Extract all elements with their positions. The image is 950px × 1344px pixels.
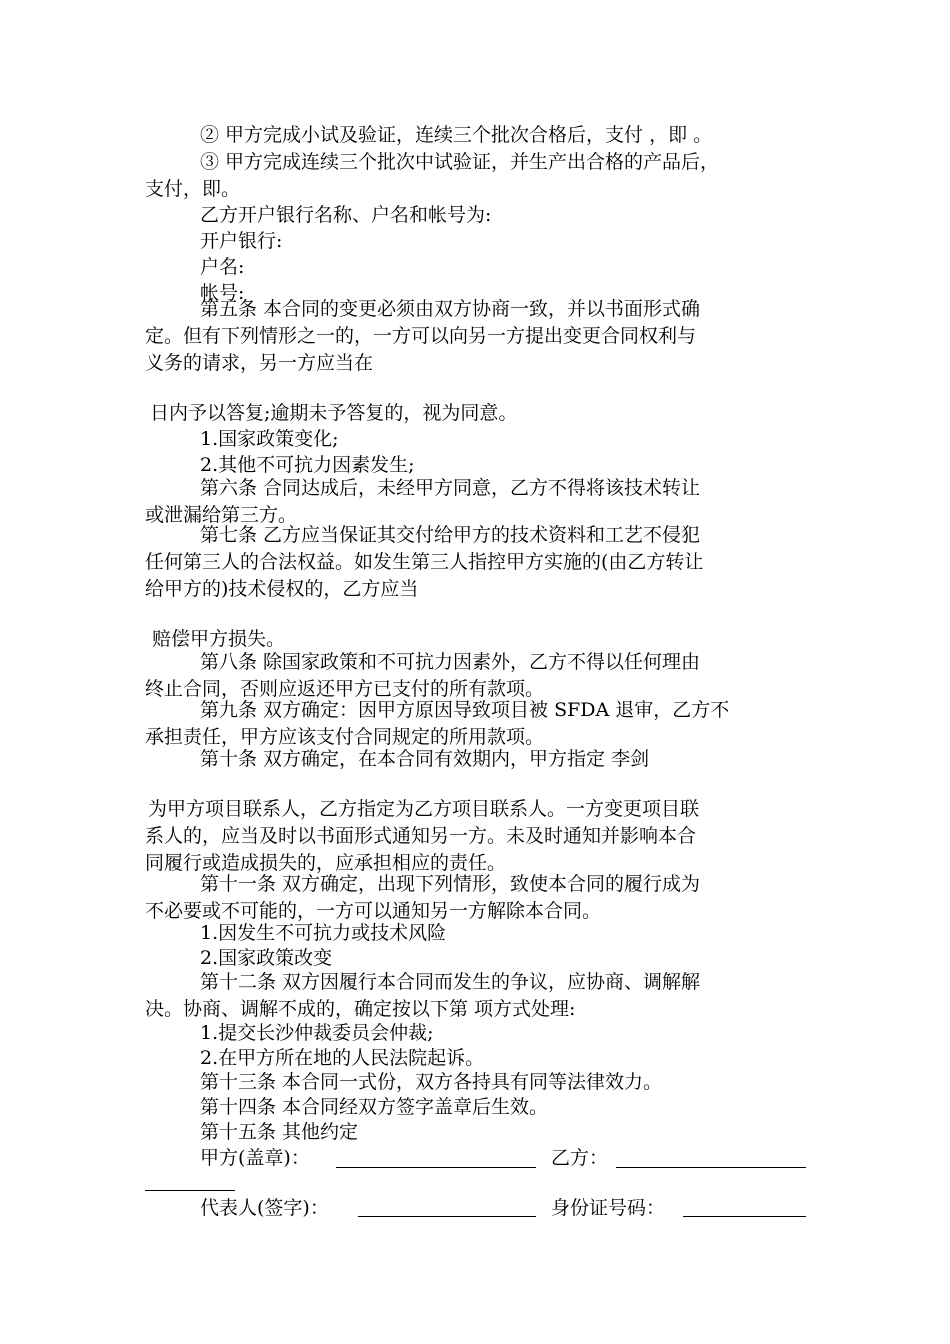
article-5-item-1: 1.国家政策变化; xyxy=(200,428,339,450)
article-12-line-1: 第十二条 双方因履行本合同而发生的争议，应协商、调解解 xyxy=(200,971,701,993)
article-7-line-1: 第七条 乙方应当保证其交付给甲方的技术资料和工艺不侵犯 xyxy=(200,524,701,546)
article-12-line-2: 决。协商、调解不成的，确定按以下第 项方式处理: xyxy=(145,998,576,1020)
article-10-line-1: 第十条 双方确定，在本合同有效期内，甲方指定 李剑 xyxy=(200,748,650,770)
representative-signature-field[interactable] xyxy=(358,1216,536,1217)
account-name-label: 户名: xyxy=(200,256,245,278)
article-12-item-1: 1.提交长沙仲裁委员会仲裁; xyxy=(200,1022,434,1044)
article-7-line-4: 赔偿甲方损失。 xyxy=(152,628,286,650)
article-12-item-2: 2.在甲方所在地的人民法院起诉。 xyxy=(200,1047,485,1069)
article-7-line-3: 给甲方的)技术侵权的，乙方应当 xyxy=(145,578,419,600)
article-14: 第十四条 本合同经双方签字盖章后生效。 xyxy=(200,1096,549,1118)
party-b-label: 乙方： xyxy=(551,1147,609,1169)
article-11-line-1: 第十一条 双方确定，出现下列情形，致使本合同的履行成为 xyxy=(200,873,701,895)
article-7-line-2: 任何第三人的合法权益。如发生第三人指控甲方实施的(由乙方转让 xyxy=(145,551,704,573)
article-15: 第十五条 其他约定 xyxy=(200,1121,359,1143)
party-a-seal-row xyxy=(200,1146,310,1170)
bank-info-heading: 乙方开户银行名称、户名和帐号为: xyxy=(200,204,492,226)
payment-clause-3-cont: 支付，即。 xyxy=(145,178,241,200)
id-number-row xyxy=(551,1196,665,1220)
article-5-line-1: 第五条 本合同的变更必须由双方协商一致，并以书面形式确 xyxy=(200,298,701,320)
article-10-line-2: 为甲方项目联系人，乙方指定为乙方项目联系人。一方变更项目联 xyxy=(148,798,700,820)
article-10-line-3: 系人的，应当及时以书面形式通知另一方。未及时通知并影响本合 xyxy=(145,825,697,847)
article-8-line-2: 终止合同，否则应返还甲方已支付的所有款项。 xyxy=(145,678,545,700)
article-11-item-2: 2.国家政策改变 xyxy=(200,947,333,969)
article-8-line-1: 第八条 除国家政策和不可抗力因素外，乙方不得以任何理由 xyxy=(200,651,701,673)
article-11-item-1: 1.因发生不可抗力或技术风险 xyxy=(200,922,447,944)
article-6-line-1: 第六条 合同达成后，未经甲方同意，乙方不得将该技术转让 xyxy=(200,477,701,499)
party-b-row xyxy=(551,1146,608,1170)
article-5-line-3: 义务的请求，另一方应当在 xyxy=(145,352,374,374)
party-b-field-cont xyxy=(145,1190,235,1191)
article-10-line-4: 同履行或造成损失的，应承担相应的责任。 xyxy=(145,852,507,874)
article-5-line-2: 定。但有下列情形之一的，一方可以向另一方提出变更合同权利与 xyxy=(145,325,697,347)
party-a-seal-field[interactable] xyxy=(336,1167,536,1168)
id-number-field[interactable] xyxy=(683,1216,806,1217)
article-11-line-2: 不必要或不可能的，一方可以通知另一方解除本合同。 xyxy=(145,900,602,922)
bank-name-label: 开户银行: xyxy=(200,230,283,252)
article-5-line-4: 日内予以答复;逾期未予答复的，视为同意。 xyxy=(150,402,518,424)
article-9-line-1: 第九条 双方确定：因甲方原因导致项目被 SFDA 退审，乙方不 xyxy=(200,699,730,721)
article-5-item-2: 2.其他不可抗力因素发生; xyxy=(200,454,415,476)
payment-clause-2: ② 甲方完成小试及验证，连续三个批次合格后，支付 ，即 。 xyxy=(200,124,713,146)
id-number-label: 身份证号码： xyxy=(551,1197,666,1219)
account-number-label: 帐号: xyxy=(200,282,245,304)
party-b-field[interactable] xyxy=(616,1167,806,1168)
payment-clause-3: ③ 甲方完成连续三个批次中试验证，并生产出合格的产品后， xyxy=(200,151,720,173)
article-13: 第十三条 本合同一式份，双方各持具有同等法律效力。 xyxy=(200,1071,663,1093)
representative-row xyxy=(200,1196,329,1220)
article-6-line-2: 或泄漏给第三方。 xyxy=(145,504,298,526)
party-a-label: 甲方(盖章)： xyxy=(200,1147,310,1169)
article-9-line-2: 承担责任，甲方应该支付合同规定的所用款项。 xyxy=(145,726,545,748)
representative-label: 代表人(签字)： xyxy=(200,1197,329,1219)
